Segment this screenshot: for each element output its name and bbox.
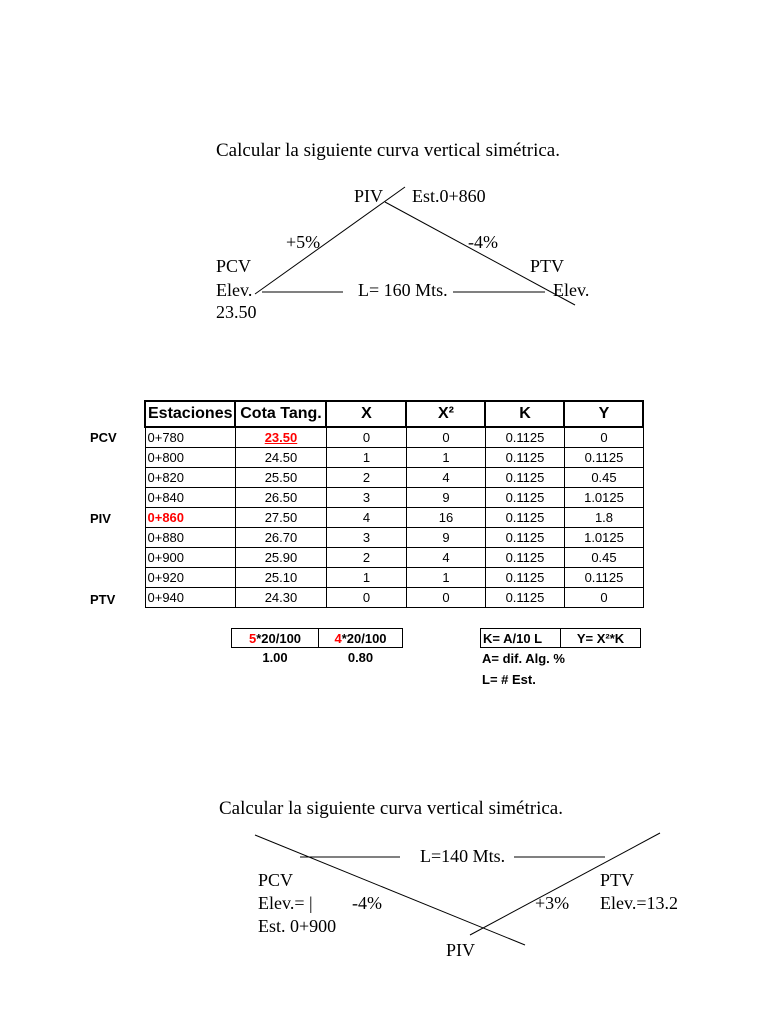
table-header-row: [145, 401, 643, 427]
pcv-elev-value-1: 23.50: [216, 302, 257, 322]
cell-k: 0.1125: [485, 448, 564, 468]
cell-cota: 23.50: [235, 427, 326, 448]
cell-x: 1: [326, 448, 406, 468]
cell-y: 0: [564, 427, 643, 448]
cell-x: 0: [326, 427, 406, 448]
grade-right-2: +3%: [535, 893, 570, 913]
grade-left-2: -4%: [352, 893, 382, 913]
curve-table: [144, 400, 644, 608]
cell-station: 0+800: [145, 448, 235, 468]
cell-k: 0.1125: [485, 548, 564, 568]
cell-y: 0.45: [564, 548, 643, 568]
cell-cota: 25.10: [235, 568, 326, 588]
cell-x2: 9: [406, 528, 485, 548]
pcv-label-1: PCV: [216, 256, 252, 276]
calc-left-formula: [232, 629, 319, 648]
piv-station-1: Est.0+860: [412, 186, 486, 206]
elevation-calc-table: [231, 628, 403, 666]
ptv-elev-label-1: Elev.: [553, 280, 590, 300]
cell-y: 1.0125: [564, 528, 643, 548]
cell-station: 0+840: [145, 488, 235, 508]
curve-length-1: L= 160 Mts.: [358, 280, 448, 300]
cell-cota: 25.50: [235, 468, 326, 488]
problem1-title: Calcular la siguiente curva vertical simétrica.: [216, 140, 560, 161]
curve-length-2-text: L=140 Mts.: [420, 846, 506, 866]
cell-station: 0+880: [145, 528, 235, 548]
cell-k: 0.1125: [485, 568, 564, 588]
cell-x2: 9: [406, 488, 485, 508]
cell-station: 0+900: [145, 548, 235, 568]
cell-station: 0+920: [145, 568, 235, 588]
formula-k: K= A/10 L: [481, 629, 561, 648]
pcv-elev-label-1: Elev.: [216, 280, 253, 300]
formula-y: Y= X²*K: [561, 629, 641, 648]
cell-x: 3: [326, 488, 406, 508]
cell-station: 0+940: [145, 588, 235, 608]
cell-cota: 27.50: [235, 508, 326, 528]
calc-left-result: 1.00: [262, 649, 288, 665]
curve-length-2: [420, 846, 505, 867]
cell-cota: 24.50: [235, 448, 326, 468]
formula-table: [480, 628, 641, 648]
table-row: [145, 568, 643, 588]
cell-y: 1.0125: [564, 488, 643, 508]
cell-k: 0.1125: [485, 488, 564, 508]
cell-y: 0.1125: [564, 568, 643, 588]
pcv-label-2: PCV: [258, 870, 294, 890]
ptv-elev-2: Elev.=13.2: [600, 893, 678, 913]
header-x: X: [326, 401, 406, 427]
formula-row: [481, 629, 641, 648]
cell-station: 0+860: [145, 508, 235, 528]
calc-right-formula: [319, 629, 403, 648]
cell-cota: 26.70: [235, 528, 326, 548]
table-row: [145, 427, 643, 448]
calc-right-number: 4: [334, 630, 342, 646]
problem2-title: Calcular la siguiente curva vertical simétrica.: [219, 798, 563, 819]
header-cota-tang: Cota Tang.: [235, 401, 326, 427]
formula-a-note: A= dif. Alg. %: [482, 651, 565, 666]
cell-cota: 26.50: [235, 488, 326, 508]
piv-label-2: PIV: [446, 940, 476, 960]
cell-x: 2: [326, 548, 406, 568]
cell-y: 0: [564, 588, 643, 608]
cell-station: 0+780: [145, 427, 235, 448]
cell-x: 3: [326, 528, 406, 548]
calc-left-number: 5: [248, 630, 257, 646]
cell-cota: 24.30: [235, 588, 326, 608]
table-row: [145, 468, 643, 488]
header-k: K: [485, 401, 564, 427]
cell-x2: 0: [406, 588, 485, 608]
ptv-label-1: PTV: [530, 256, 565, 276]
table-row: [145, 448, 643, 468]
calc-left-rest: *20/100: [256, 630, 302, 646]
cell-y: 1.8: [564, 508, 643, 528]
header-x2: X²: [406, 401, 485, 427]
cell-y: 0.45: [564, 468, 643, 488]
row-label-pcv: PCV: [90, 430, 117, 445]
calc-right-result: 0.80: [347, 649, 374, 665]
cell-k: 0.1125: [485, 427, 564, 448]
piv-label-1: PIV: [354, 186, 384, 206]
cell-k: 0.1125: [485, 468, 564, 488]
header-y: Y: [564, 401, 643, 427]
calc-right-rest: *20/100: [341, 630, 387, 646]
pcv-station-2: Est. 0+900: [258, 916, 337, 936]
cell-x2: 1: [406, 568, 485, 588]
cell-x2: 0: [406, 427, 485, 448]
row-label-piv: PIV: [90, 511, 111, 526]
pcv-elev-2: Elev.= |: [258, 893, 313, 913]
table-row: [145, 488, 643, 508]
cell-cota: 25.90: [235, 548, 326, 568]
ptv-label-2: PTV: [600, 870, 635, 890]
cell-station: 0+820: [145, 468, 235, 488]
cell-x2: 4: [406, 548, 485, 568]
table-row: [145, 508, 643, 528]
header-estaciones: Estaciones: [145, 401, 235, 427]
calc-formula-row: [232, 629, 403, 648]
cell-x2: 16: [406, 508, 485, 528]
cell-x: 2: [326, 468, 406, 488]
cell-x2: 4: [406, 468, 485, 488]
cell-k: 0.1125: [485, 528, 564, 548]
cell-x: 1: [326, 568, 406, 588]
calc-result-row: [232, 648, 403, 667]
grade-left-1: +5%: [286, 232, 321, 252]
cell-y: 0.1125: [564, 448, 643, 468]
cell-x: 4: [326, 508, 406, 528]
formula-l-note: L= # Est.: [482, 672, 536, 687]
table-row: [145, 588, 643, 608]
table-row: [145, 548, 643, 568]
table-row: [145, 528, 643, 548]
grade-right-1: -4%: [468, 232, 498, 252]
cell-x2: 1: [406, 448, 485, 468]
cell-x: 0: [326, 588, 406, 608]
cell-k: 0.1125: [485, 508, 564, 528]
cell-k: 0.1125: [485, 588, 564, 608]
row-label-ptv: PTV: [90, 592, 116, 607]
